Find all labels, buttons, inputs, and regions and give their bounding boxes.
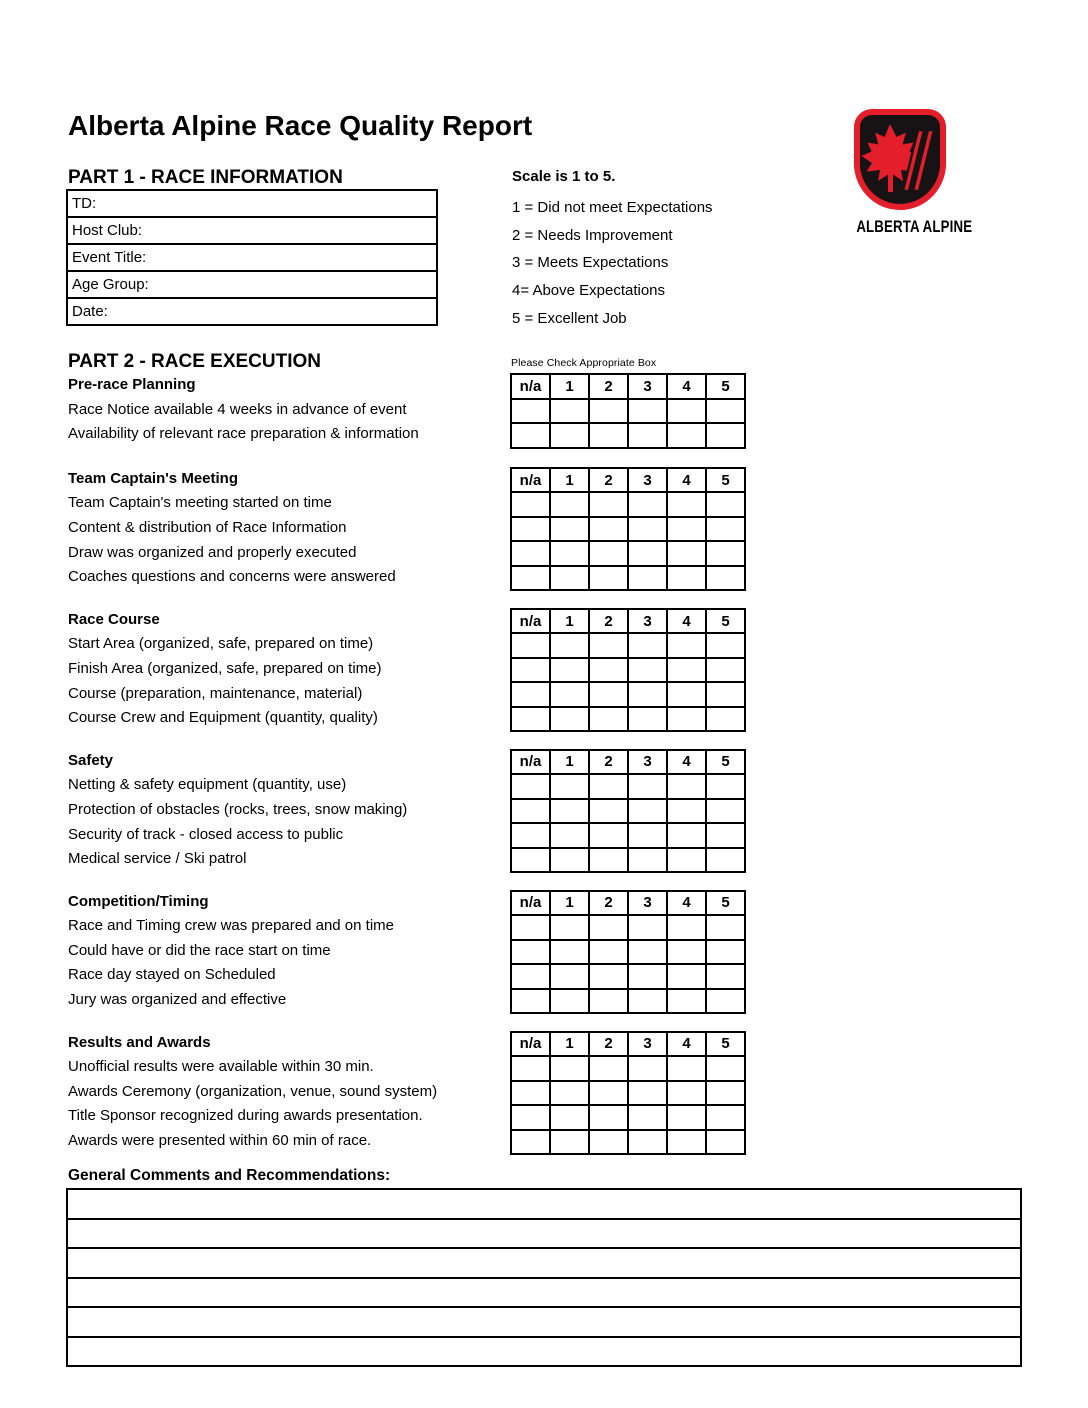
rating-checkbox-cell[interactable] bbox=[667, 399, 706, 424]
rating-section bbox=[68, 373, 1028, 447]
rating-section bbox=[68, 890, 1028, 1013]
comments-line[interactable] bbox=[67, 1307, 1021, 1337]
rating-column-header: 4 bbox=[667, 609, 706, 634]
rating-grid-row bbox=[511, 774, 745, 799]
section-item-label: Unofficial results were available within 30 min. bbox=[68, 1058, 374, 1076]
rating-column-header: n/a bbox=[511, 468, 550, 493]
comments-line[interactable] bbox=[67, 1248, 1021, 1278]
race-info-row bbox=[67, 190, 437, 217]
rating-grid-row bbox=[511, 848, 745, 873]
rating-checkbox-cell[interactable] bbox=[511, 964, 550, 989]
rating-checkbox-cell[interactable] bbox=[628, 399, 667, 424]
rating-checkbox-cell[interactable] bbox=[628, 1105, 667, 1130]
section-item-label: Race and Timing crew was prepared and on time bbox=[68, 917, 395, 935]
rating-column-header: 1 bbox=[550, 891, 589, 916]
rating-grid-row bbox=[511, 1105, 745, 1130]
comments-row bbox=[67, 1219, 1021, 1249]
section-item-label: Awards Ceremony (organization, venue, sound system) bbox=[68, 1082, 438, 1100]
rating-grid bbox=[510, 608, 746, 733]
section-item-label: Could have or did the race start on time bbox=[68, 941, 331, 959]
rating-grid-row bbox=[511, 707, 745, 732]
section-title: Results and Awards bbox=[68, 1033, 211, 1051]
rating-section bbox=[68, 467, 1028, 590]
scale-level: 2 = Needs Improvement bbox=[512, 226, 673, 244]
rating-scale-legend bbox=[512, 168, 713, 333]
rating-checkbox-cell[interactable] bbox=[667, 633, 706, 658]
rating-checkbox-cell[interactable] bbox=[550, 1130, 589, 1155]
rating-checkbox-cell[interactable] bbox=[706, 399, 745, 424]
rating-checkbox-cell[interactable] bbox=[550, 1105, 589, 1130]
rating-column-header: 3 bbox=[628, 468, 667, 493]
rating-section bbox=[68, 608, 1028, 731]
rating-column-header: 5 bbox=[706, 891, 745, 916]
rating-checkbox-cell[interactable] bbox=[511, 989, 550, 1014]
comments-table bbox=[66, 1188, 1022, 1367]
rating-column-header: 1 bbox=[550, 609, 589, 634]
rating-checkbox-cell[interactable] bbox=[550, 423, 589, 448]
rating-column-header: 5 bbox=[706, 750, 745, 775]
rating-checkbox-cell[interactable] bbox=[511, 633, 550, 658]
rating-checkbox-cell[interactable] bbox=[550, 1056, 589, 1081]
rating-checkbox-cell[interactable] bbox=[511, 915, 550, 940]
rating-checkbox-cell[interactable] bbox=[589, 517, 628, 542]
rating-column-header: 4 bbox=[667, 750, 706, 775]
rating-column-header: n/a bbox=[511, 609, 550, 634]
section-title: Pre-race Planning bbox=[68, 376, 196, 393]
rating-checkbox-cell[interactable] bbox=[550, 566, 589, 591]
rating-column-header: 4 bbox=[667, 374, 706, 399]
rating-column-header: 1 bbox=[550, 468, 589, 493]
rating-checkbox-cell[interactable] bbox=[550, 682, 589, 707]
rating-checkbox-cell[interactable] bbox=[628, 633, 667, 658]
section-item-label: Availability of relevant race preparation & information bbox=[68, 425, 419, 443]
rating-checkbox-cell[interactable] bbox=[628, 774, 667, 799]
rating-checkbox-cell[interactable] bbox=[706, 774, 745, 799]
rating-grid-row bbox=[511, 915, 745, 940]
rating-column-header: n/a bbox=[511, 374, 550, 399]
rating-checkbox-cell[interactable] bbox=[667, 541, 706, 566]
rating-checkbox-cell[interactable] bbox=[706, 940, 745, 965]
rating-grid-row bbox=[511, 658, 745, 683]
rating-grid-row bbox=[511, 541, 745, 566]
rating-checkbox-cell[interactable] bbox=[667, 517, 706, 542]
rating-checkbox-cell[interactable] bbox=[589, 682, 628, 707]
rating-checkbox-cell[interactable] bbox=[511, 566, 550, 591]
part1-heading: PART 1 - RACE INFORMATION bbox=[68, 167, 343, 188]
rating-checkbox-cell[interactable] bbox=[706, 492, 745, 517]
rating-column-header: 4 bbox=[667, 1032, 706, 1057]
rating-checkbox-cell[interactable] bbox=[706, 1081, 745, 1106]
rating-checkbox-cell[interactable] bbox=[589, 989, 628, 1014]
scale-level: 3 = Meets Expectations bbox=[512, 254, 669, 272]
comments-row bbox=[67, 1278, 1021, 1308]
rating-column-header: 5 bbox=[706, 468, 745, 493]
rating-checkbox-cell[interactable] bbox=[628, 964, 667, 989]
rating-grid-header-row bbox=[511, 891, 745, 916]
rating-checkbox-cell[interactable] bbox=[667, 915, 706, 940]
rating-checkbox-cell[interactable] bbox=[550, 492, 589, 517]
rating-checkbox-cell[interactable] bbox=[706, 633, 745, 658]
rating-checkbox-cell[interactable] bbox=[667, 989, 706, 1014]
rating-checkbox-cell[interactable] bbox=[628, 915, 667, 940]
rating-checkbox-cell[interactable] bbox=[511, 1130, 550, 1155]
section-item-label: Netting & safety equipment (quantity, use) bbox=[68, 776, 347, 794]
part2-sections bbox=[68, 373, 1028, 1172]
rating-grid bbox=[510, 467, 746, 592]
rating-column-header: 3 bbox=[628, 1032, 667, 1057]
rating-checkbox-cell[interactable] bbox=[511, 940, 550, 965]
rating-checkbox-cell[interactable] bbox=[667, 1130, 706, 1155]
section-item-label: Security of track - closed access to public bbox=[68, 825, 344, 843]
rating-grid-row bbox=[511, 964, 745, 989]
rating-checkbox-cell[interactable] bbox=[511, 492, 550, 517]
rating-checkbox-cell[interactable] bbox=[628, 423, 667, 448]
race-info-field[interactable]: Age Group: bbox=[67, 271, 437, 298]
rating-grid-row bbox=[511, 682, 745, 707]
rating-checkbox-cell[interactable] bbox=[667, 799, 706, 824]
rating-column-header: n/a bbox=[511, 750, 550, 775]
rating-checkbox-cell[interactable] bbox=[511, 1056, 550, 1081]
rating-checkbox-cell[interactable] bbox=[550, 1081, 589, 1106]
section-item-label: Content & distribution of Race Information bbox=[68, 518, 347, 536]
rating-column-header: 1 bbox=[550, 1032, 589, 1057]
rating-grid-header-row bbox=[511, 609, 745, 634]
rating-checkbox-cell[interactable] bbox=[589, 658, 628, 683]
comments-heading: General Comments and Recommendations: bbox=[68, 1167, 391, 1184]
rating-checkbox-cell[interactable] bbox=[550, 774, 589, 799]
rating-grid bbox=[510, 890, 746, 1015]
rating-section bbox=[68, 749, 1028, 872]
rating-checkbox-cell[interactable] bbox=[511, 774, 550, 799]
rating-column-header: 4 bbox=[667, 468, 706, 493]
rating-checkbox-cell[interactable] bbox=[511, 1105, 550, 1130]
rating-checkbox-cell[interactable] bbox=[550, 517, 589, 542]
rating-checkbox-cell[interactable] bbox=[667, 492, 706, 517]
rating-column-header: 5 bbox=[706, 374, 745, 399]
rating-checkbox-cell[interactable] bbox=[706, 964, 745, 989]
section-item-label: Race day stayed on Scheduled bbox=[68, 966, 276, 984]
rating-checkbox-cell[interactable] bbox=[706, 823, 745, 848]
rating-checkbox-cell[interactable] bbox=[706, 799, 745, 824]
comments-row bbox=[67, 1189, 1021, 1219]
section-left-column bbox=[68, 749, 508, 872]
rating-grid bbox=[510, 1031, 746, 1156]
rating-checkbox-cell[interactable] bbox=[667, 848, 706, 873]
rating-checkbox-cell[interactable] bbox=[511, 823, 550, 848]
rating-checkbox-cell[interactable] bbox=[511, 517, 550, 542]
rating-checkbox-cell[interactable] bbox=[589, 633, 628, 658]
rating-checkbox-cell[interactable] bbox=[589, 566, 628, 591]
section-title: Safety bbox=[68, 751, 114, 769]
rating-checkbox-cell[interactable] bbox=[550, 399, 589, 424]
rating-checkbox-cell[interactable] bbox=[550, 848, 589, 873]
rating-checkbox-cell[interactable] bbox=[667, 964, 706, 989]
race-info-row bbox=[67, 271, 437, 298]
section-item-label: Protection of obstacles (rocks, trees, snow making) bbox=[68, 800, 408, 818]
rating-checkbox-cell[interactable] bbox=[667, 1056, 706, 1081]
section-item-label: Title Sponsor recognized during awards presentation. bbox=[68, 1107, 423, 1125]
rating-checkbox-cell[interactable] bbox=[628, 682, 667, 707]
rating-checkbox-cell[interactable] bbox=[550, 658, 589, 683]
section-left-column bbox=[68, 1031, 508, 1154]
rating-column-header: 4 bbox=[667, 891, 706, 916]
scale-level: 4= Above Expectations bbox=[512, 282, 666, 300]
rating-checkbox-cell[interactable] bbox=[511, 541, 550, 566]
rating-checkbox-cell[interactable] bbox=[550, 940, 589, 965]
rating-column-header: 1 bbox=[550, 374, 589, 399]
rating-checkbox-cell[interactable] bbox=[667, 707, 706, 732]
rating-column-header: n/a bbox=[511, 1032, 550, 1057]
comments-line[interactable] bbox=[67, 1219, 1021, 1249]
rating-checkbox-cell[interactable] bbox=[706, 915, 745, 940]
rating-checkbox-cell[interactable] bbox=[511, 848, 550, 873]
rating-grid-row bbox=[511, 799, 745, 824]
rating-checkbox-cell[interactable] bbox=[589, 915, 628, 940]
rating-checkbox-cell[interactable] bbox=[550, 989, 589, 1014]
comments-table-body bbox=[67, 1189, 1021, 1366]
section-title: Competition/Timing bbox=[68, 892, 209, 910]
rating-checkbox-cell[interactable] bbox=[589, 1105, 628, 1130]
rating-grid-row bbox=[511, 566, 745, 591]
rating-column-header: 5 bbox=[706, 609, 745, 634]
rating-checkbox-cell[interactable] bbox=[589, 707, 628, 732]
rating-column-header: n/a bbox=[511, 891, 550, 916]
rating-grid-header-row bbox=[511, 374, 745, 399]
rating-checkbox-cell[interactable] bbox=[667, 566, 706, 591]
rating-checkbox-cell[interactable] bbox=[628, 566, 667, 591]
comments-line[interactable] bbox=[67, 1278, 1021, 1308]
rating-checkbox-cell[interactable] bbox=[550, 799, 589, 824]
rating-checkbox-cell[interactable] bbox=[511, 423, 550, 448]
logo-shield-icon bbox=[850, 108, 950, 212]
rating-column-header: 3 bbox=[628, 609, 667, 634]
race-info-field[interactable]: TD: bbox=[67, 190, 437, 217]
rating-checkbox-cell[interactable] bbox=[706, 682, 745, 707]
rating-checkbox-cell[interactable] bbox=[667, 682, 706, 707]
rating-checkbox-cell[interactable] bbox=[589, 492, 628, 517]
rating-checkbox-cell[interactable] bbox=[589, 964, 628, 989]
rating-checkbox-cell[interactable] bbox=[706, 848, 745, 873]
rating-checkbox-cell[interactable] bbox=[550, 541, 589, 566]
section-item-label: Draw was organized and properly executed bbox=[68, 543, 357, 561]
rating-checkbox-cell[interactable] bbox=[706, 1130, 745, 1155]
rating-checkbox-cell[interactable] bbox=[628, 707, 667, 732]
part2-heading: PART 2 - RACE EXECUTION bbox=[68, 351, 322, 372]
rating-checkbox-cell[interactable] bbox=[628, 1081, 667, 1106]
rating-grid-row bbox=[511, 940, 745, 965]
section-item-label: Jury was organized and effective bbox=[68, 991, 287, 1009]
rating-grid-row bbox=[511, 1130, 745, 1155]
section-item-label: Course Crew and Equipment (quantity, quality) bbox=[68, 709, 378, 727]
logo-wordmark: ALBERTA ALPINE bbox=[856, 217, 973, 236]
rating-checkbox-cell[interactable] bbox=[589, 1081, 628, 1106]
rating-column-header: 3 bbox=[628, 750, 667, 775]
rating-checkbox-cell[interactable] bbox=[589, 399, 628, 424]
rating-grid-row bbox=[511, 823, 745, 848]
race-info-row bbox=[67, 298, 437, 325]
rating-column-header: 2 bbox=[589, 1032, 628, 1057]
rating-checkbox-cell[interactable] bbox=[628, 989, 667, 1014]
rating-checkbox-cell[interactable] bbox=[589, 1056, 628, 1081]
rating-checkbox-cell[interactable] bbox=[550, 915, 589, 940]
rating-checkbox-cell[interactable] bbox=[667, 823, 706, 848]
rating-checkbox-cell[interactable] bbox=[628, 541, 667, 566]
race-info-table bbox=[66, 189, 438, 326]
rating-column-header: 5 bbox=[706, 1032, 745, 1057]
race-info-field[interactable]: Event Title: bbox=[67, 244, 437, 271]
section-item-label: Start Area (organized, safe, prepared on time) bbox=[68, 635, 374, 653]
rating-checkbox-cell[interactable] bbox=[511, 658, 550, 683]
rating-checkbox-cell[interactable] bbox=[628, 517, 667, 542]
rating-grid-row bbox=[511, 423, 745, 448]
rating-checkbox-cell[interactable] bbox=[589, 823, 628, 848]
rating-column-header: 2 bbox=[589, 609, 628, 634]
section-item-label: Race Notice available 4 weeks in advance of event bbox=[68, 400, 407, 418]
rating-section bbox=[68, 1031, 1028, 1154]
rating-checkbox-cell[interactable] bbox=[667, 940, 706, 965]
rating-checkbox-cell[interactable] bbox=[706, 658, 745, 683]
rating-grid bbox=[510, 373, 746, 449]
rating-checkbox-cell[interactable] bbox=[667, 658, 706, 683]
rating-column-header: 2 bbox=[589, 891, 628, 916]
rating-checkbox-cell[interactable] bbox=[628, 940, 667, 965]
rating-grid-row bbox=[511, 1081, 745, 1106]
rating-checkbox-cell[interactable] bbox=[706, 989, 745, 1014]
rating-column-header: 3 bbox=[628, 891, 667, 916]
rating-checkbox-cell[interactable] bbox=[667, 423, 706, 448]
scale-level: 1 = Did not meet Expectations bbox=[512, 199, 713, 216]
comments-row bbox=[67, 1248, 1021, 1278]
rating-column-header: 2 bbox=[589, 468, 628, 493]
section-left-column bbox=[68, 373, 508, 447]
rating-checkbox-cell[interactable] bbox=[550, 823, 589, 848]
section-left-column bbox=[68, 608, 508, 731]
grid-note: Please Check Appropriate Box bbox=[511, 357, 657, 369]
rating-checkbox-cell[interactable] bbox=[706, 517, 745, 542]
race-info-field[interactable]: Date: bbox=[67, 298, 437, 325]
rating-checkbox-cell[interactable] bbox=[589, 848, 628, 873]
rating-checkbox-cell[interactable] bbox=[667, 774, 706, 799]
race-info-table-body bbox=[67, 190, 437, 325]
rating-checkbox-cell[interactable] bbox=[628, 823, 667, 848]
rating-checkbox-cell[interactable] bbox=[550, 964, 589, 989]
rating-checkbox-cell[interactable] bbox=[628, 658, 667, 683]
comments-row bbox=[67, 1337, 1021, 1367]
rating-checkbox-cell[interactable] bbox=[628, 848, 667, 873]
section-left-column bbox=[68, 890, 508, 1013]
page-title: Alberta Alpine Race Quality Report bbox=[68, 110, 533, 141]
section-title: Team Captain's Meeting bbox=[68, 469, 238, 487]
section-item-label: Finish Area (organized, safe, prepared on time) bbox=[68, 659, 382, 677]
section-item-label: Coaches questions and concerns were answered bbox=[68, 568, 396, 586]
rating-checkbox-cell[interactable] bbox=[511, 1081, 550, 1106]
rating-grid-header-row bbox=[511, 750, 745, 775]
rating-checkbox-cell[interactable] bbox=[667, 1105, 706, 1130]
race-info-row bbox=[67, 244, 437, 271]
rating-checkbox-cell[interactable] bbox=[511, 399, 550, 424]
rating-column-header: 2 bbox=[589, 750, 628, 775]
rating-checkbox-cell[interactable] bbox=[628, 492, 667, 517]
rating-column-header: 1 bbox=[550, 750, 589, 775]
scale-title: Scale is 1 to 5. bbox=[512, 168, 616, 185]
rating-checkbox-cell[interactable] bbox=[706, 423, 745, 448]
rating-grid-header-row bbox=[511, 468, 745, 493]
scale-level: 5 = Excellent Job bbox=[512, 309, 627, 327]
rating-grid-row bbox=[511, 517, 745, 542]
comments-row bbox=[67, 1307, 1021, 1337]
rating-checkbox-cell[interactable] bbox=[511, 707, 550, 732]
comments-line[interactable] bbox=[67, 1189, 1021, 1219]
race-info-field[interactable]: Host Club: bbox=[67, 217, 437, 244]
rating-checkbox-cell[interactable] bbox=[589, 940, 628, 965]
rating-checkbox-cell[interactable] bbox=[589, 1130, 628, 1155]
rating-checkbox-cell[interactable] bbox=[589, 423, 628, 448]
rating-checkbox-cell[interactable] bbox=[706, 1105, 745, 1130]
section-item-label: Medical service / Ski patrol bbox=[68, 850, 247, 868]
rating-checkbox-cell[interactable] bbox=[628, 1130, 667, 1155]
comments-line[interactable] bbox=[67, 1337, 1021, 1367]
race-info-row bbox=[67, 217, 437, 244]
rating-grid bbox=[510, 749, 746, 874]
rating-checkbox-cell[interactable] bbox=[511, 799, 550, 824]
scale-levels bbox=[512, 194, 713, 333]
alberta-alpine-logo bbox=[844, 108, 973, 237]
rating-grid-row bbox=[511, 399, 745, 424]
rating-checkbox-cell[interactable] bbox=[550, 707, 589, 732]
section-title: Race Course bbox=[68, 610, 160, 628]
rating-checkbox-cell[interactable] bbox=[706, 1056, 745, 1081]
rating-checkbox-cell[interactable] bbox=[550, 633, 589, 658]
rating-grid-row bbox=[511, 989, 745, 1014]
rating-checkbox-cell[interactable] bbox=[706, 707, 745, 732]
section-item-label: Awards were presented within 60 min of race. bbox=[68, 1132, 372, 1150]
rating-checkbox-cell[interactable] bbox=[589, 774, 628, 799]
rating-grid-row bbox=[511, 1056, 745, 1081]
rating-checkbox-cell[interactable] bbox=[628, 799, 667, 824]
section-item-label: Team Captain's meeting started on time bbox=[68, 494, 332, 512]
rating-checkbox-cell[interactable] bbox=[706, 541, 745, 566]
rating-grid-row bbox=[511, 492, 745, 517]
rating-checkbox-cell[interactable] bbox=[511, 682, 550, 707]
rating-column-header: 3 bbox=[628, 374, 667, 399]
rating-checkbox-cell[interactable] bbox=[589, 541, 628, 566]
rating-grid-header-row bbox=[511, 1032, 745, 1057]
rating-checkbox-cell[interactable] bbox=[628, 1056, 667, 1081]
rating-column-header: 2 bbox=[589, 374, 628, 399]
rating-grid-row bbox=[511, 633, 745, 658]
section-left-column bbox=[68, 467, 508, 590]
rating-checkbox-cell[interactable] bbox=[706, 566, 745, 591]
rating-checkbox-cell[interactable] bbox=[589, 799, 628, 824]
section-item-label: Course (preparation, maintenance, material) bbox=[68, 684, 363, 702]
rating-checkbox-cell[interactable] bbox=[667, 1081, 706, 1106]
